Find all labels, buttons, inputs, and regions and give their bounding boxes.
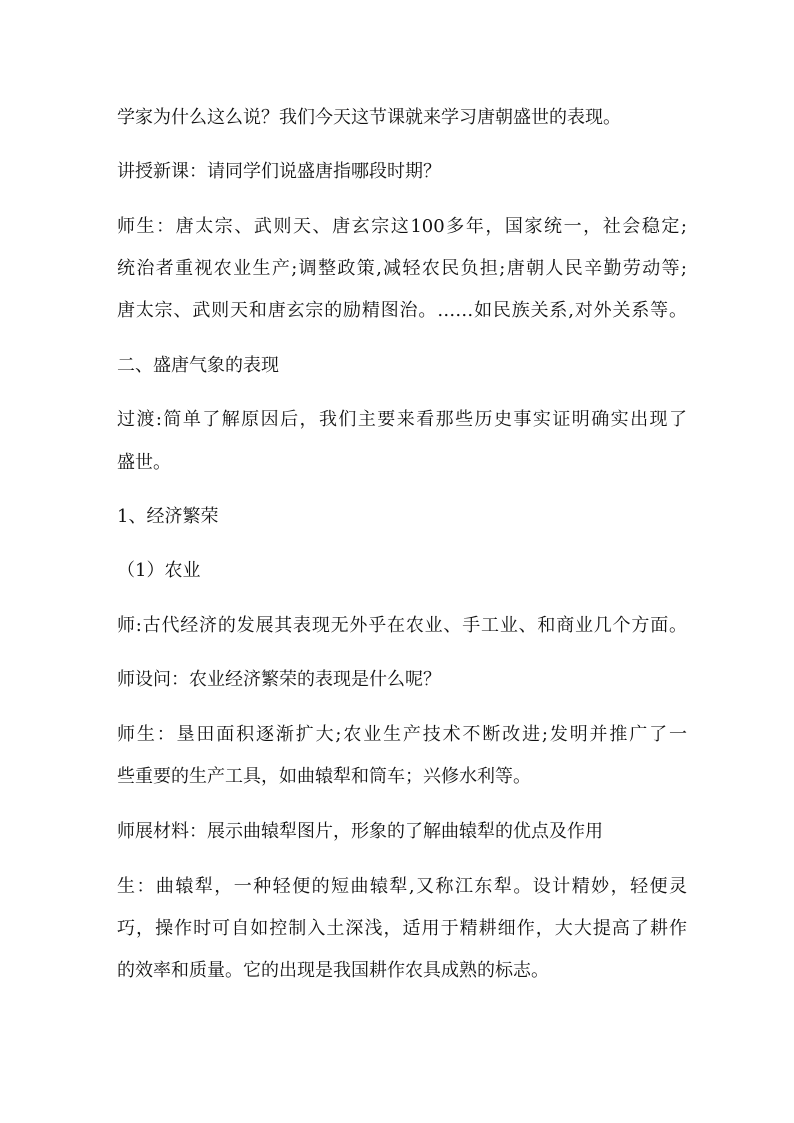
paragraph-teacher-material: 师展材料：展示曲辕犁图片，形象的了解曲辕犁的优点及作用 xyxy=(117,821,603,842)
paragraph-teacher-student-1-line-3: 唐太宗、武则天和唐玄宗的励精图治。……如民族关系,对外关系等。 xyxy=(117,300,687,321)
paragraph-teacher-economy: 师:古代经济的发展其表现无外乎在农业、手工业、和商业几个方面。 xyxy=(117,615,687,636)
paragraph-student-answer-line-3: 的效率和质量。它的出现是我国耕作农具成熟的标志。 xyxy=(117,960,549,981)
paragraph-teacher-question: 师设问：农业经济繁荣的表现是什么呢？ xyxy=(117,669,441,690)
paragraph-new-lesson: 讲授新课：请同学们说盛唐指哪段时期？ xyxy=(117,161,441,182)
paragraph-intro-question: 学家为什么这么说？我们今天这节课就来学习唐朝盛世的表现。 xyxy=(117,107,621,128)
paragraph-teacher-student-2-line-2: 些重要的生产工具，如曲辕犁和筒车；兴修水利等。 xyxy=(117,766,531,787)
section-heading-2: 二、盛唐气象的表现 xyxy=(117,355,279,376)
subheading-agriculture: （1）农业 xyxy=(117,560,201,581)
paragraph-teacher-student-1-line-2: 统治者重视农业生产;调整政策,减轻农民负担;唐朝人民辛勤劳动等; xyxy=(117,258,687,279)
paragraph-transition-line-1: 过渡:简单了解原因后，我们主要来看那些历史事实证明确实出现了 xyxy=(117,409,687,430)
paragraph-student-answer-line-2: 巧，操作时可自如控制入土深浅，适用于精耕细作，大大提高了耕作 xyxy=(117,918,687,939)
subheading-economy: 1、经济繁荣 xyxy=(117,506,219,527)
paragraph-student-answer-line-1: 生：曲辕犁，一种轻便的短曲辕犁,又称江东犁。设计精妙，轻便灵 xyxy=(117,876,687,897)
paragraph-teacher-student-1-line-1: 师生：唐太宗、武则天、唐玄宗这100多年，国家统一，社会稳定; xyxy=(117,216,687,237)
paragraph-transition-line-2: 盛世。 xyxy=(117,452,171,473)
paragraph-teacher-student-2-line-1: 师生：垦田面积逐渐扩大;农业生产技术不断改进;发明并推广了一 xyxy=(117,724,687,745)
